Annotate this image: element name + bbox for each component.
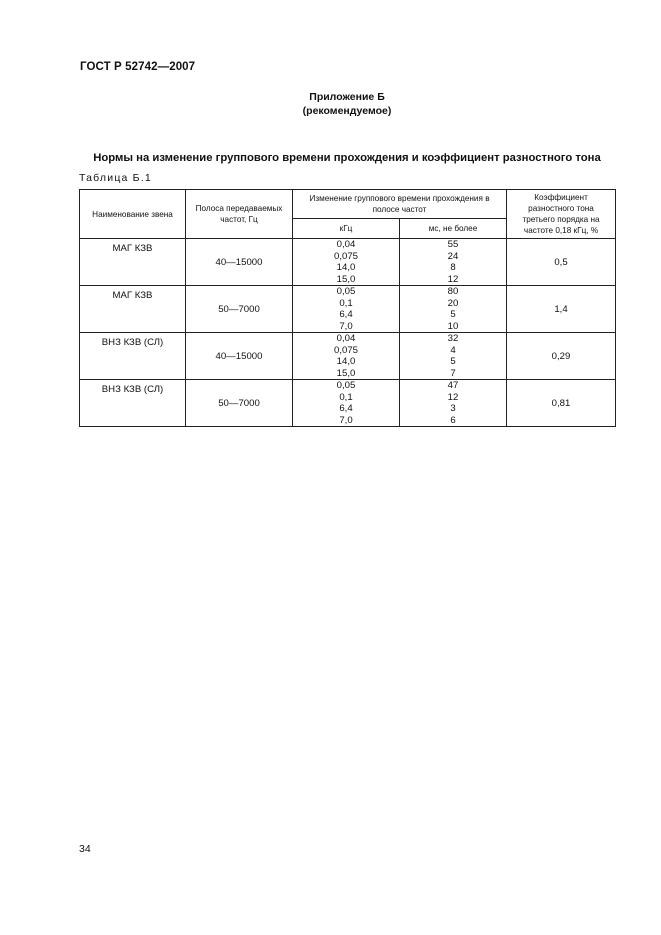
header-band: Полоса передаваемых частот, Гц bbox=[186, 190, 293, 239]
ms-value: 3 bbox=[450, 403, 456, 414]
cell-khz bbox=[293, 333, 400, 380]
ms-value: 32 bbox=[447, 333, 459, 344]
khz-value: 0,04 bbox=[336, 333, 356, 344]
ms-value: 20 bbox=[447, 297, 459, 309]
page-number: 34 bbox=[79, 843, 91, 855]
cell-coefficient: 0,81 bbox=[507, 380, 616, 427]
cell-name: ВНЗ КЗВ (СЛ) bbox=[80, 380, 186, 427]
khz-value: 15,0 bbox=[336, 367, 356, 379]
khz-value: 0,1 bbox=[339, 391, 353, 403]
ms-value: 6 bbox=[450, 414, 456, 426]
ms-value: 5 bbox=[450, 309, 456, 320]
table-row bbox=[80, 380, 616, 427]
ms-value: 80 bbox=[447, 286, 459, 297]
khz-value: 6,4 bbox=[339, 403, 353, 414]
cell-khz bbox=[293, 380, 400, 427]
cell-band: 50—7000 bbox=[186, 380, 293, 427]
cell-khz bbox=[293, 286, 400, 333]
cell-name: МАГ КЗВ bbox=[80, 286, 186, 333]
cell-coefficient: 1,4 bbox=[507, 286, 616, 333]
ms-value: 24 bbox=[447, 250, 459, 262]
khz-value: 0,1 bbox=[339, 297, 353, 309]
table-row bbox=[80, 286, 616, 333]
cell-coefficient: 0,5 bbox=[507, 239, 616, 286]
cell-ms bbox=[400, 380, 507, 427]
khz-value: 6,4 bbox=[339, 309, 353, 320]
cell-band: 40—15000 bbox=[186, 333, 293, 380]
ms-value: 7 bbox=[450, 367, 456, 379]
ms-value: 4 bbox=[450, 344, 456, 356]
khz-value: 15,0 bbox=[336, 273, 356, 285]
cell-ms bbox=[400, 286, 507, 333]
cell-ms bbox=[400, 239, 507, 286]
cell-ms bbox=[400, 333, 507, 380]
ms-value: 47 bbox=[447, 380, 459, 391]
khz-value: 0,05 bbox=[336, 380, 356, 391]
ms-value: 5 bbox=[450, 356, 456, 367]
cell-name: МАГ КЗВ bbox=[80, 239, 186, 286]
khz-value: 14,0 bbox=[336, 262, 356, 273]
section-title: Нормы на изменение группового времени прохождения и коэффициент разностного тона bbox=[93, 152, 601, 164]
cell-khz bbox=[293, 239, 400, 286]
cell-band: 40—15000 bbox=[186, 239, 293, 286]
cell-coefficient: 0,29 bbox=[507, 333, 616, 380]
appendix-title: Приложение Б bbox=[309, 91, 385, 103]
header-coefficient: Коэффициент разностного тона третьего порядка на частоте 0,18 кГц, % bbox=[507, 190, 616, 239]
header-name: Наименование звена bbox=[80, 190, 186, 239]
khz-value: 0,075 bbox=[333, 344, 358, 356]
cell-band: 50—7000 bbox=[186, 286, 293, 333]
cell-name: ВНЗ КЗВ (СЛ) bbox=[80, 333, 186, 380]
appendix-heading bbox=[0, 90, 661, 118]
ms-value: 8 bbox=[450, 262, 456, 273]
header-delay-group: Изменение группового времени прохождения в полосе частот bbox=[293, 190, 507, 219]
ms-value: 55 bbox=[447, 239, 459, 250]
document-code: ГОСТ Р 52742—2007 bbox=[80, 61, 196, 73]
khz-value: 0,075 bbox=[333, 250, 358, 262]
header-khz: кГц bbox=[293, 219, 400, 239]
ms-value: 12 bbox=[447, 273, 459, 285]
khz-value: 7,0 bbox=[339, 320, 353, 332]
norms-table bbox=[79, 189, 616, 427]
khz-value: 7,0 bbox=[339, 414, 353, 426]
khz-value: 14,0 bbox=[336, 356, 356, 367]
ms-value: 12 bbox=[447, 391, 459, 403]
table-row bbox=[80, 239, 616, 286]
ms-value: 10 bbox=[447, 320, 459, 332]
khz-value: 0,04 bbox=[336, 239, 356, 250]
header-ms: мс, не более bbox=[400, 219, 507, 239]
appendix-note: (рекомендуемое) bbox=[302, 105, 392, 117]
table-row bbox=[80, 333, 616, 380]
table-caption: Таблица Б.1 bbox=[79, 172, 152, 184]
khz-value: 0,05 bbox=[336, 286, 356, 297]
